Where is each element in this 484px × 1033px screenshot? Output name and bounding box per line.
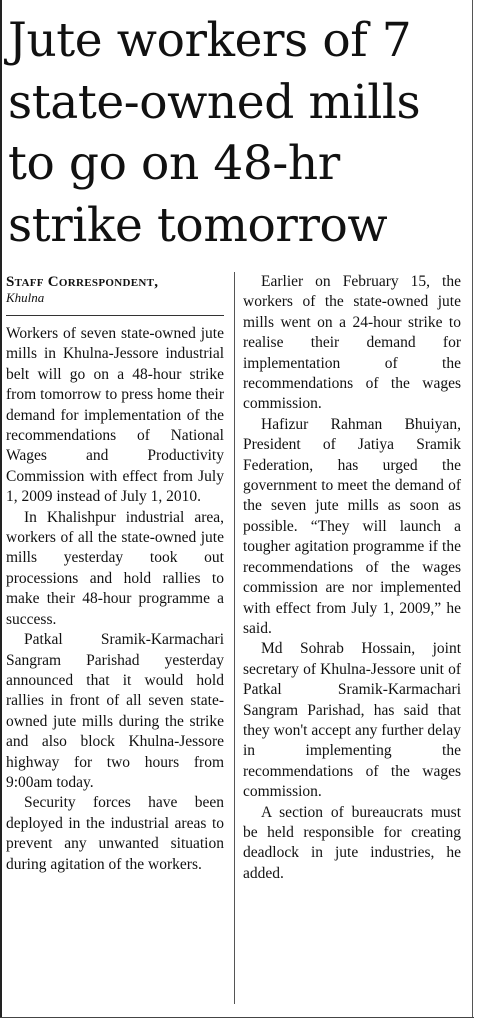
body-paragraph: Hafizur Rahman Bhuiyan, President of Jatiya Sramik Federation, has urged the government to meet the demand of the seven jute mills as soon as possible. “They will launch a tougher agitation programme if the recommendations of the wages commission are nor implemented with effect from July 1, 2009,” he said.	[243, 415, 461, 637]
right-border-rule	[472, 0, 473, 1018]
bottom-border-rule	[0, 1017, 474, 1018]
body-paragraph: Patkal Sramik-Karmachari Sangram Parishad yesterday announced that it would hold rallies in front of all seven state-owned jute mills during the strike and also block Khulna-Jessore highway for two hours from 9:00am today.	[6, 631, 224, 791]
column-right	[243, 272, 461, 884]
headline: Jute workers of 7 state-owned mills to go on 48-hr strike tomorrow	[8, 13, 421, 253]
byline-divider	[6, 315, 224, 316]
body-paragraph: A section of bureaucrats must be held responsible for creating deadlock in jute industries, he added.	[243, 803, 461, 882]
left-border-rule	[0, 0, 2, 1018]
body-paragraph: Security forces have been deployed in the industrial areas to prevent any unwanted situation during agitation of the workers.	[6, 794, 224, 873]
body-paragraph: Earlier on February 15, the workers of the state-owned jute mills went on a 24-hour strike to realise their demand for implementation of the recommendations of the wages commission.	[243, 273, 461, 413]
column-divider	[234, 272, 235, 1004]
column-left	[6, 324, 224, 875]
body-paragraph: Md Sohrab Hossain, joint secretary of Khulna-Jessore unit of Patkal Sramik-Karmachari Sangram Parishad, has said that they won't accept any further delay in implementing the recommendations of the wages commission.	[243, 640, 461, 801]
body-paragraph: Workers of seven state-owned jute mills in Khulna-Jessore industrial belt will go on a 48-hour strike from tomorrow to press home their demand for implementation of the recommendations of National Wages and Productivity Commission with effect from July 1, 2009 instead of July 1, 2010.	[6, 325, 224, 506]
byline-author: Staff Correspondent,	[6, 274, 159, 290]
byline	[6, 274, 228, 306]
byline-location: Khulna	[6, 290, 45, 305]
body-paragraph: In Khalishpur industrial area, workers of all the state-owned jute mills yesterday took out processions and hold rallies to make their 48-hour programme a success.	[6, 508, 224, 628]
